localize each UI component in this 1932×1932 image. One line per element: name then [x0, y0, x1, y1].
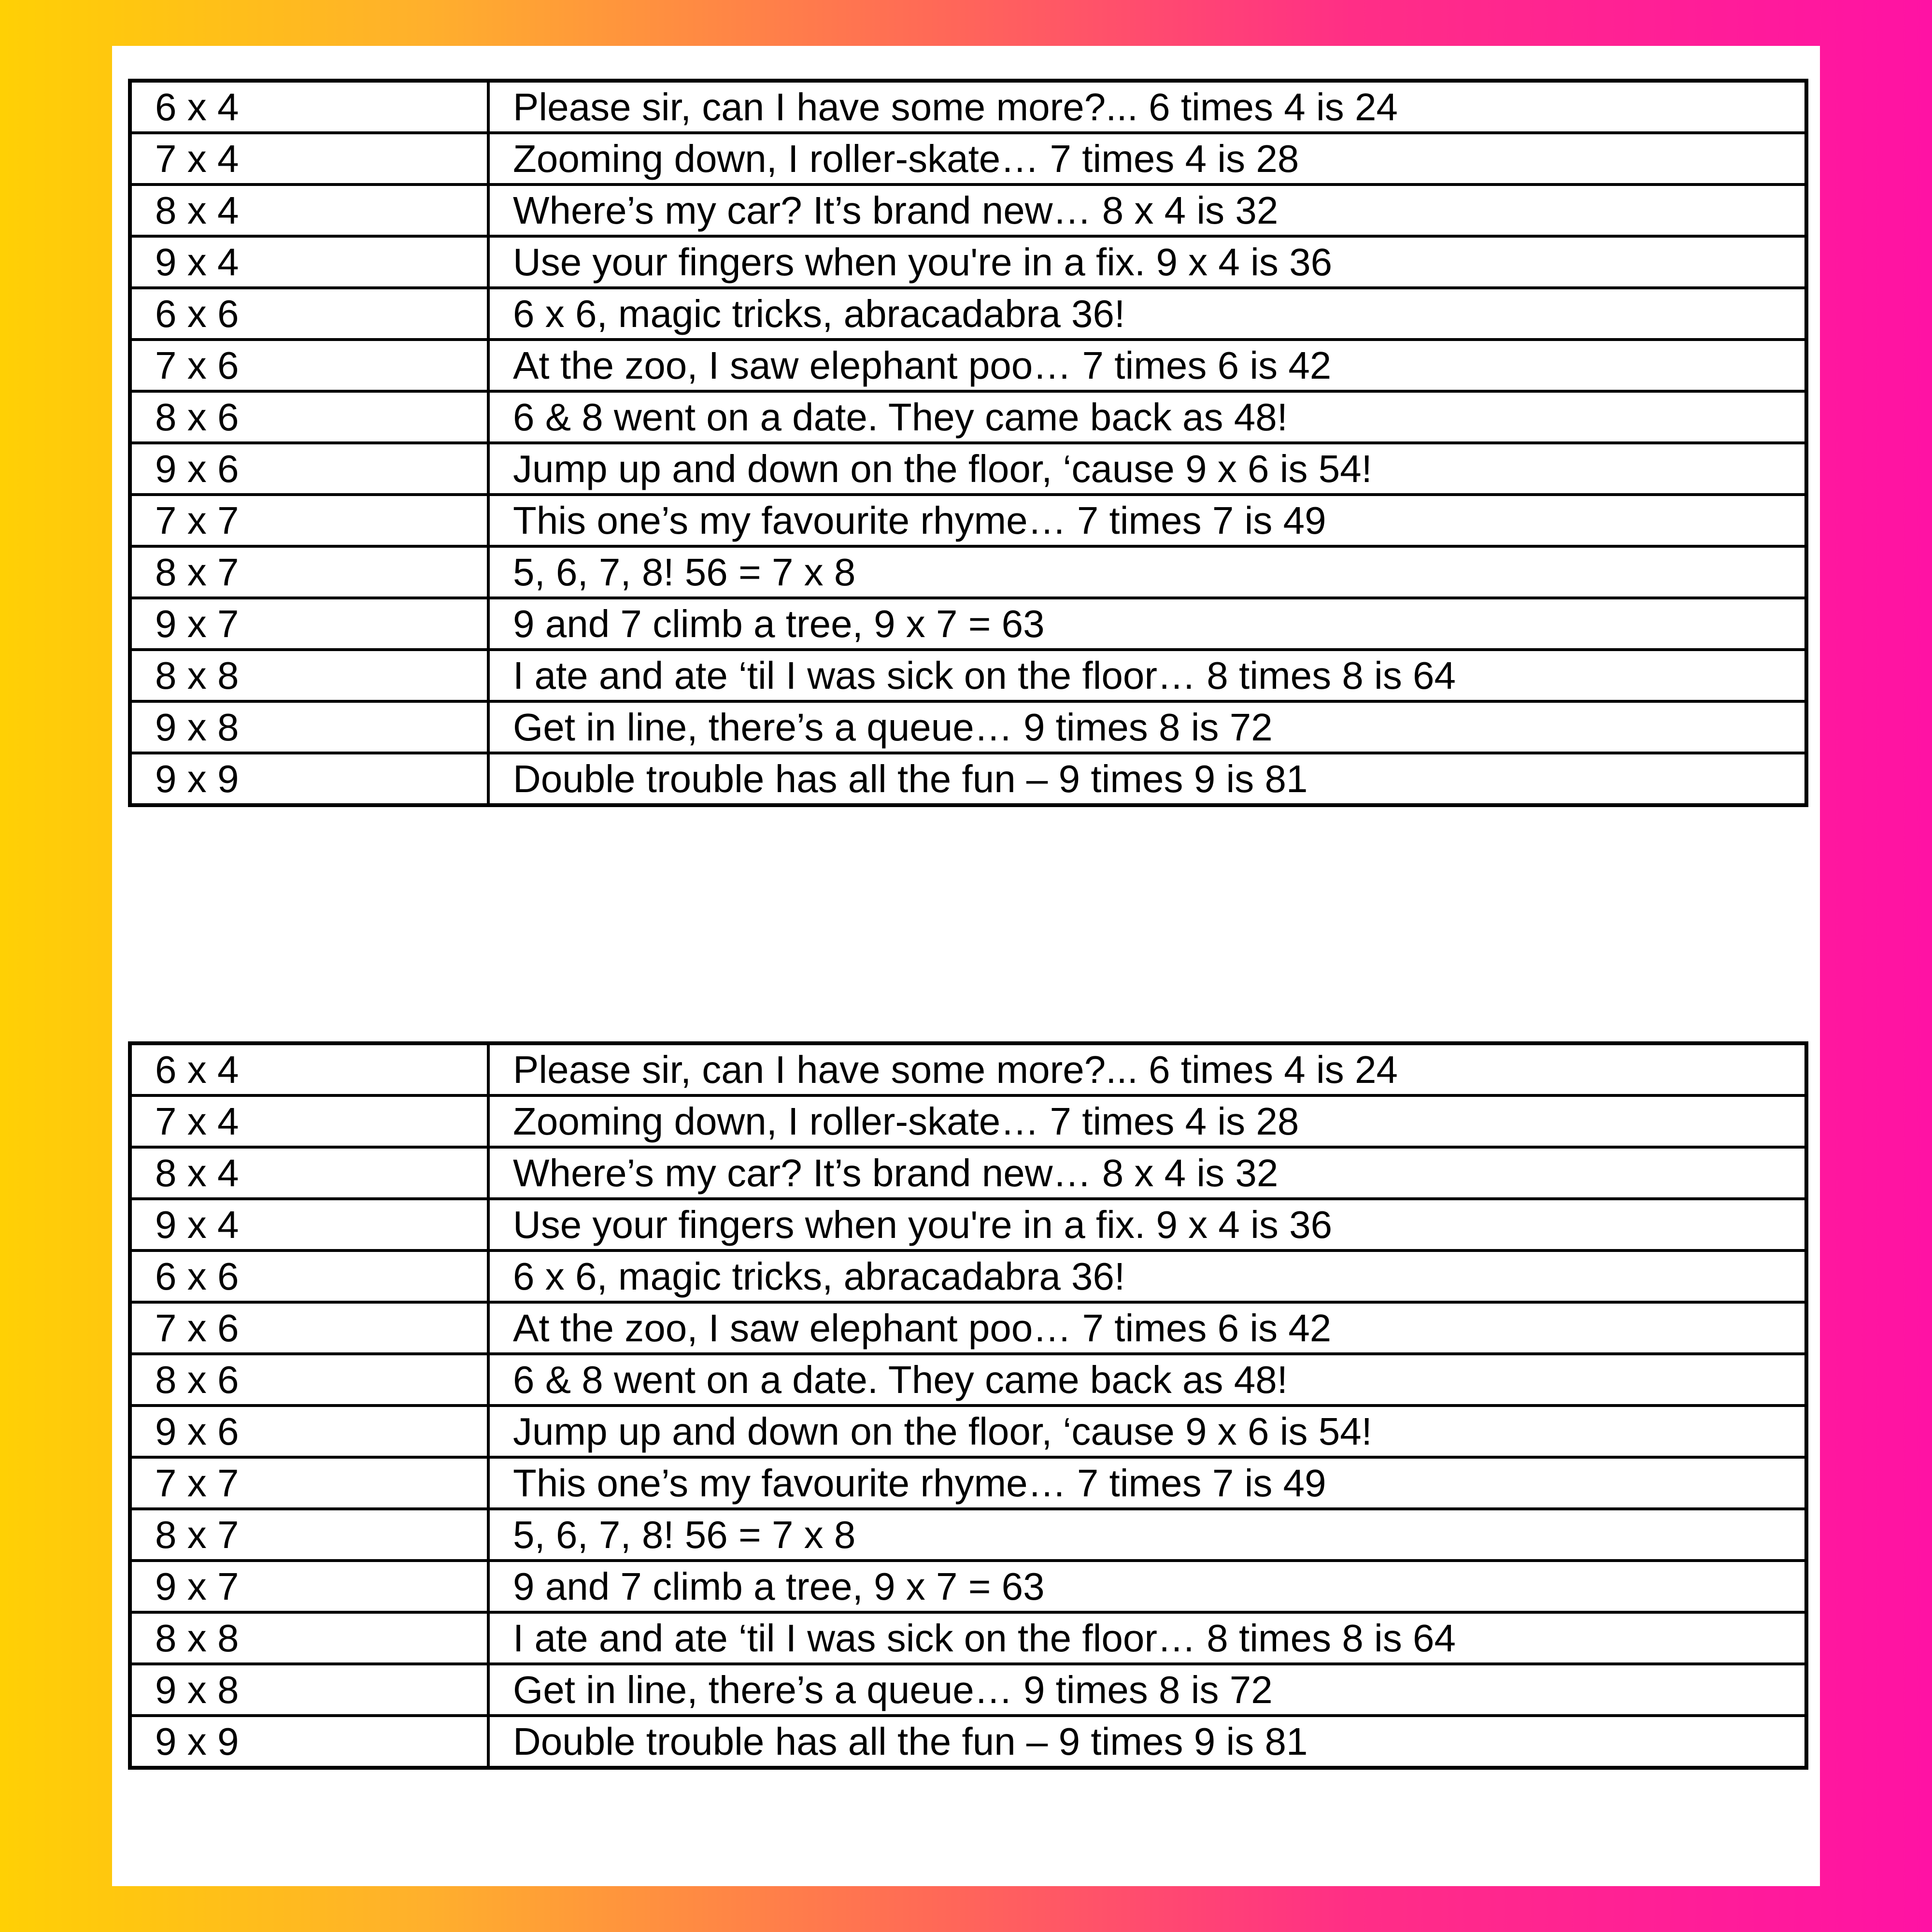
- multiplication-fact-cell: 6 x 4: [130, 81, 488, 133]
- multiplication-fact-cell: 9 x 6: [130, 443, 488, 495]
- table-row: [130, 340, 1806, 391]
- multiplication-fact-cell: 7 x 4: [130, 133, 488, 185]
- table-row: [130, 1043, 1806, 1095]
- table-row: [130, 288, 1806, 340]
- table-row: [130, 133, 1806, 185]
- rhyme-cell: At the zoo, I saw elephant poo… 7 times 6 is 42: [488, 340, 1806, 391]
- rhyme-cell: Please sir, can I have some more?... 6 times 4 is 24: [488, 81, 1806, 133]
- rhyme-cell: I ate and ate ‘til I was sick on the floor… 8 times 8 is 64: [488, 1612, 1806, 1664]
- rhyme-cell: 6 & 8 went on a date. They came back as 48!: [488, 391, 1806, 443]
- table-row: [130, 81, 1806, 133]
- rhyme-cell: Zooming down, I roller-skate… 7 times 4 is 28: [488, 1095, 1806, 1147]
- rhyme-cell: Double trouble has all the fun – 9 times 9 is 81: [488, 1716, 1806, 1768]
- multiplication-fact-cell: 8 x 4: [130, 1147, 488, 1199]
- multiplication-fact-cell: 7 x 7: [130, 1457, 488, 1509]
- multiplication-fact-cell: 7 x 6: [130, 340, 488, 391]
- rhyme-cell: This one’s my favourite rhyme… 7 times 7 is 49: [488, 495, 1806, 546]
- multiplication-fact-cell: 8 x 4: [130, 185, 488, 236]
- rhyme-cell: Where’s my car? It’s brand new… 8 x 4 is 32: [488, 1147, 1806, 1199]
- table-row: [130, 701, 1806, 753]
- table-row: [130, 1199, 1806, 1250]
- rhyme-cell: Zooming down, I roller-skate… 7 times 4 is 28: [488, 133, 1806, 185]
- table-row: [130, 1561, 1806, 1612]
- multiplication-fact-cell: 8 x 7: [130, 1509, 488, 1561]
- multiplication-fact-cell: 8 x 7: [130, 546, 488, 598]
- table-row: [130, 1664, 1806, 1716]
- table-row: [130, 1095, 1806, 1147]
- rhyme-cell: Get in line, there’s a queue… 9 times 8 is 72: [488, 1664, 1806, 1716]
- multiplication-fact-cell: 9 x 4: [130, 236, 488, 288]
- rhyme-cell: This one’s my favourite rhyme… 7 times 7 is 49: [488, 1457, 1806, 1509]
- multiplication-fact-cell: 9 x 8: [130, 1664, 488, 1716]
- rhyme-cell: 9 and 7 climb a tree, 9 x 7 = 63: [488, 598, 1806, 650]
- table-row: [130, 1354, 1806, 1406]
- multiplication-fact-cell: 6 x 6: [130, 1250, 488, 1302]
- multiplication-fact-cell: 7 x 6: [130, 1302, 488, 1354]
- multiplication-fact-cell: 8 x 8: [130, 1612, 488, 1664]
- table-row: [130, 1612, 1806, 1664]
- table-row: [130, 1457, 1806, 1509]
- table-row: [130, 1716, 1806, 1768]
- multiplication-fact-cell: 8 x 8: [130, 650, 488, 701]
- table-body: [130, 1043, 1806, 1768]
- rhyme-cell: 6 x 6, magic tricks, abracadabra 36!: [488, 1250, 1806, 1302]
- multiplication-fact-cell: 7 x 4: [130, 1095, 488, 1147]
- table-row: [130, 598, 1806, 650]
- multiplication-fact-cell: 7 x 7: [130, 495, 488, 546]
- table-row: [130, 753, 1806, 805]
- rhyme-cell: At the zoo, I saw elephant poo… 7 times 6 is 42: [488, 1302, 1806, 1354]
- rhyme-cell: 5, 6, 7, 8! 56 = 7 x 8: [488, 546, 1806, 598]
- worksheet-page: [112, 46, 1820, 1886]
- multiplication-fact-cell: 6 x 6: [130, 288, 488, 340]
- rhyme-cell: Double trouble has all the fun – 9 times 9 is 81: [488, 753, 1806, 805]
- table-row: [130, 1147, 1806, 1199]
- rhyme-cell: Use your fingers when you're in a fix. 9 x 4 is 36: [488, 1199, 1806, 1250]
- table-row: [130, 391, 1806, 443]
- table-row: [130, 1302, 1806, 1354]
- table-row: [130, 546, 1806, 598]
- rhyme-cell: Jump up and down on the floor, ‘cause 9 x 6 is 54!: [488, 1406, 1806, 1457]
- multiplication-fact-cell: 9 x 7: [130, 598, 488, 650]
- multiplication-fact-cell: 8 x 6: [130, 391, 488, 443]
- table-body: [130, 81, 1806, 805]
- rhyme-cell: 5, 6, 7, 8! 56 = 7 x 8: [488, 1509, 1806, 1561]
- table-row: [130, 1406, 1806, 1457]
- multiplication-fact-cell: 9 x 8: [130, 701, 488, 753]
- table-row: [130, 185, 1806, 236]
- rhyme-cell: 6 & 8 went on a date. They came back as 48!: [488, 1354, 1806, 1406]
- table-row: [130, 236, 1806, 288]
- rhyme-cell: Get in line, there’s a queue… 9 times 8 is 72: [488, 701, 1806, 753]
- multiplication-fact-cell: 6 x 4: [130, 1043, 488, 1095]
- times-table-rhymes-table-2: [128, 1041, 1808, 1770]
- multiplication-fact-cell: 8 x 6: [130, 1354, 488, 1406]
- times-table-rhymes-table-1: [128, 79, 1808, 807]
- table-row: [130, 495, 1806, 546]
- table-row: [130, 650, 1806, 701]
- table-row: [130, 1250, 1806, 1302]
- multiplication-fact-cell: 9 x 9: [130, 1716, 488, 1768]
- rhyme-cell: I ate and ate ‘til I was sick on the floor… 8 times 8 is 64: [488, 650, 1806, 701]
- rhyme-cell: 6 x 6, magic tricks, abracadabra 36!: [488, 288, 1806, 340]
- multiplication-fact-cell: 9 x 4: [130, 1199, 488, 1250]
- multiplication-fact-cell: 9 x 7: [130, 1561, 488, 1612]
- table-row: [130, 1509, 1806, 1561]
- rhyme-cell: 9 and 7 climb a tree, 9 x 7 = 63: [488, 1561, 1806, 1612]
- rhyme-cell: Use your fingers when you're in a fix. 9 x 4 is 36: [488, 236, 1806, 288]
- rhyme-cell: Jump up and down on the floor, ‘cause 9 x 6 is 54!: [488, 443, 1806, 495]
- rhyme-cell: Where’s my car? It’s brand new… 8 x 4 is 32: [488, 185, 1806, 236]
- multiplication-fact-cell: 9 x 6: [130, 1406, 488, 1457]
- multiplication-fact-cell: 9 x 9: [130, 753, 488, 805]
- table-row: [130, 443, 1806, 495]
- rhyme-cell: Please sir, can I have some more?... 6 times 4 is 24: [488, 1043, 1806, 1095]
